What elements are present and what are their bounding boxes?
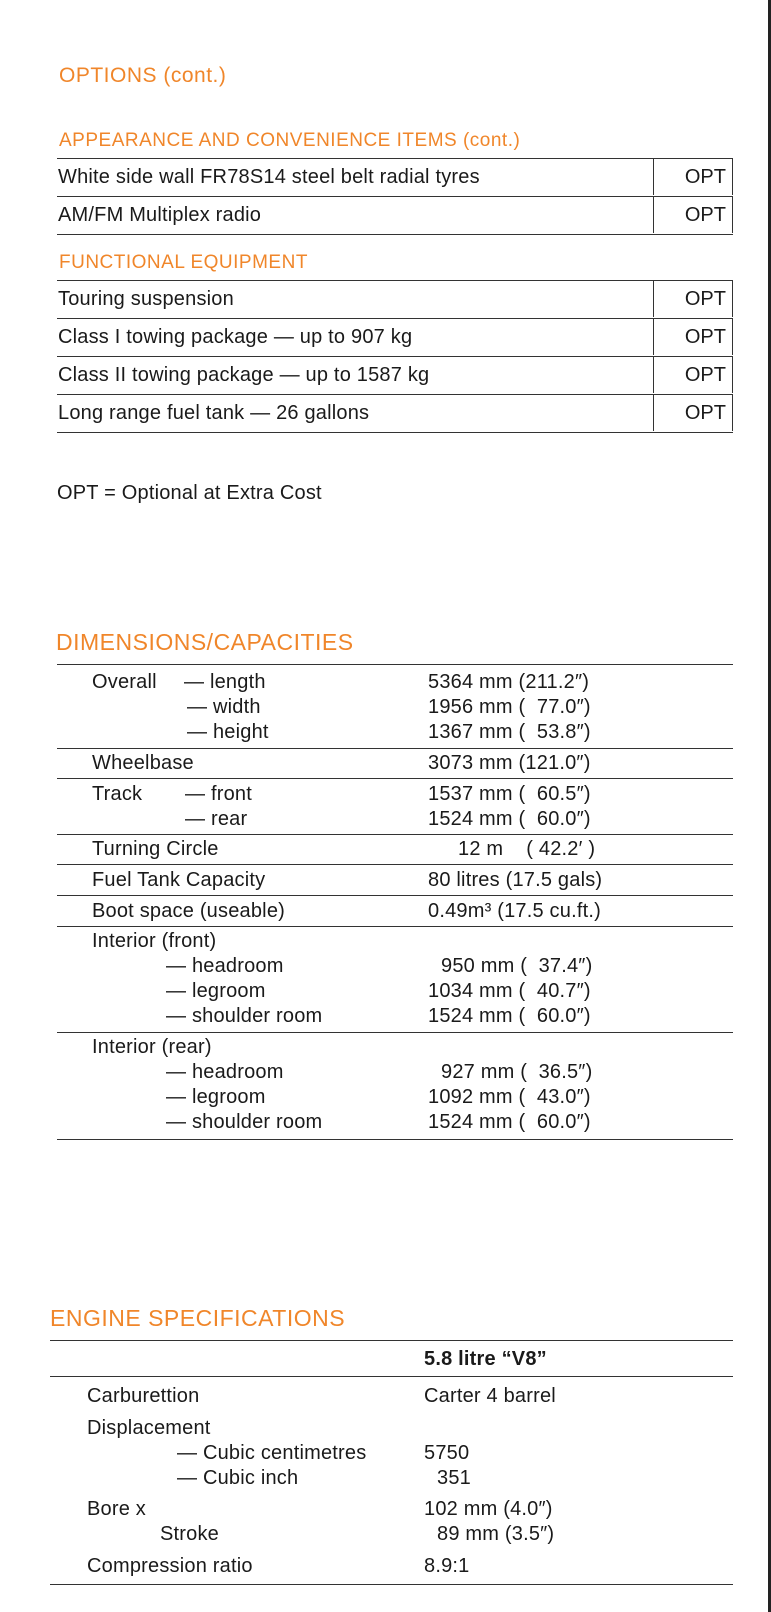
option-value: OPT bbox=[653, 319, 733, 355]
length-label: — length bbox=[184, 671, 266, 693]
height-label: — height bbox=[187, 721, 269, 743]
divider bbox=[57, 748, 733, 749]
front-shoulder-value: 1524 mm ( 60.0″) bbox=[428, 1005, 591, 1027]
appearance-table bbox=[57, 158, 733, 235]
rear-shoulder-label: — shoulder room bbox=[166, 1111, 323, 1133]
option-value: OPT bbox=[653, 197, 733, 233]
stroke-label: Stroke bbox=[160, 1523, 220, 1545]
option-label: AM/FM Multiplex radio bbox=[58, 204, 262, 226]
functional-heading: FUNCTIONAL EQUIPMENT bbox=[59, 252, 308, 273]
stroke-value: 89 mm (3.5″) bbox=[437, 1523, 555, 1545]
table-row bbox=[57, 159, 733, 197]
rear-headroom-value: 927 mm ( 36.5″) bbox=[441, 1061, 593, 1083]
option-value: OPT bbox=[653, 395, 733, 431]
options-title: OPTIONS (cont.) bbox=[59, 64, 227, 87]
boot-value: 0.49m³ (17.5 cu.ft.) bbox=[428, 900, 601, 922]
carburettion-label: Carburettion bbox=[87, 1385, 200, 1407]
opt-legend: OPT = Optional at Extra Cost bbox=[57, 482, 322, 504]
divider bbox=[57, 834, 733, 835]
displacement-label: Displacement bbox=[87, 1417, 211, 1439]
front-headroom-value: 950 mm ( 37.4″) bbox=[441, 955, 593, 977]
rear-legroom-value: 1092 mm ( 43.0″) bbox=[428, 1086, 591, 1108]
track-front-value: 1537 mm ( 60.5″) bbox=[428, 783, 591, 805]
divider bbox=[57, 664, 733, 665]
front-headroom-label: — headroom bbox=[166, 955, 284, 977]
turning-label: Turning Circle bbox=[92, 838, 219, 860]
fuel-label: Fuel Tank Capacity bbox=[92, 869, 266, 891]
ci-value: 351 bbox=[437, 1467, 471, 1489]
option-label: Touring suspension bbox=[58, 288, 234, 310]
wheelbase-label: Wheelbase bbox=[92, 752, 194, 774]
height-value: 1367 mm ( 53.8″) bbox=[428, 721, 591, 743]
appearance-heading: APPEARANCE AND CONVENIENCE ITEMS (cont.) bbox=[59, 130, 521, 151]
divider bbox=[50, 1340, 733, 1341]
rear-headroom-label: — headroom bbox=[166, 1061, 284, 1083]
option-value: OPT bbox=[653, 159, 733, 195]
option-value: OPT bbox=[653, 357, 733, 393]
front-legroom-value: 1034 mm ( 40.7″) bbox=[428, 980, 591, 1002]
interior-front-label: Interior (front) bbox=[92, 930, 217, 952]
rear-shoulder-value: 1524 mm ( 60.0″) bbox=[428, 1111, 591, 1133]
bore-value: 102 mm (4.0″) bbox=[424, 1498, 553, 1520]
interior-rear-label: Interior (rear) bbox=[92, 1036, 212, 1058]
track-front-label: — front bbox=[185, 783, 252, 805]
track-rear-value: 1524 mm ( 60.0″) bbox=[428, 808, 591, 830]
boot-label: Boot space (useable) bbox=[92, 900, 286, 922]
divider bbox=[57, 1139, 733, 1140]
fuel-value: 80 litres (17.5 gals) bbox=[428, 869, 603, 891]
dimensions-title: DIMENSIONS/CAPACITIES bbox=[56, 629, 354, 655]
front-shoulder-label: — shoulder room bbox=[166, 1005, 323, 1027]
divider bbox=[57, 778, 733, 779]
option-value: OPT bbox=[653, 281, 733, 317]
wheelbase-value: 3073 mm (121.0″) bbox=[428, 752, 591, 774]
track-rear-label: — rear bbox=[185, 808, 248, 830]
cc-label: — Cubic centimetres bbox=[177, 1442, 367, 1464]
table-row bbox=[57, 281, 733, 319]
engine-column-header: 5.8 litre “V8” bbox=[424, 1348, 547, 1370]
width-value: 1956 mm ( 77.0″) bbox=[428, 696, 591, 718]
length-value: 5364 mm (211.2″) bbox=[428, 671, 590, 693]
divider bbox=[57, 926, 733, 927]
divider bbox=[50, 1376, 733, 1377]
turning-value: 12 m ( 42.2′ ) bbox=[458, 838, 596, 860]
engine-title: ENGINE SPECIFICATIONS bbox=[50, 1305, 346, 1331]
table-row bbox=[57, 357, 733, 395]
compression-value: 8.9:1 bbox=[424, 1555, 470, 1577]
option-label: Class I towing package — up to 907 kg bbox=[58, 326, 413, 348]
option-label: Long range fuel tank — 26 gallons bbox=[58, 402, 370, 424]
option-label: White side wall FR78S14 steel belt radial tyres bbox=[58, 166, 480, 188]
divider bbox=[50, 1584, 733, 1585]
table-row bbox=[57, 319, 733, 357]
overall-label: Overall bbox=[92, 671, 157, 693]
table-row bbox=[57, 197, 733, 235]
bore-label: Bore x bbox=[87, 1498, 147, 1520]
ci-label: — Cubic inch bbox=[177, 1467, 299, 1489]
divider bbox=[57, 864, 733, 865]
cc-value: 5750 bbox=[424, 1442, 470, 1464]
compression-label: Compression ratio bbox=[87, 1555, 253, 1577]
track-label: Track bbox=[92, 783, 143, 805]
divider bbox=[57, 1032, 733, 1033]
rear-legroom-label: — legroom bbox=[166, 1086, 266, 1108]
functional-table bbox=[57, 280, 733, 433]
table-row bbox=[57, 395, 733, 433]
option-label: Class II towing package — up to 1587 kg bbox=[58, 364, 430, 386]
divider bbox=[57, 895, 733, 896]
carburettion-value: Carter 4 barrel bbox=[424, 1385, 556, 1407]
width-label: — width bbox=[187, 696, 261, 718]
front-legroom-label: — legroom bbox=[166, 980, 266, 1002]
